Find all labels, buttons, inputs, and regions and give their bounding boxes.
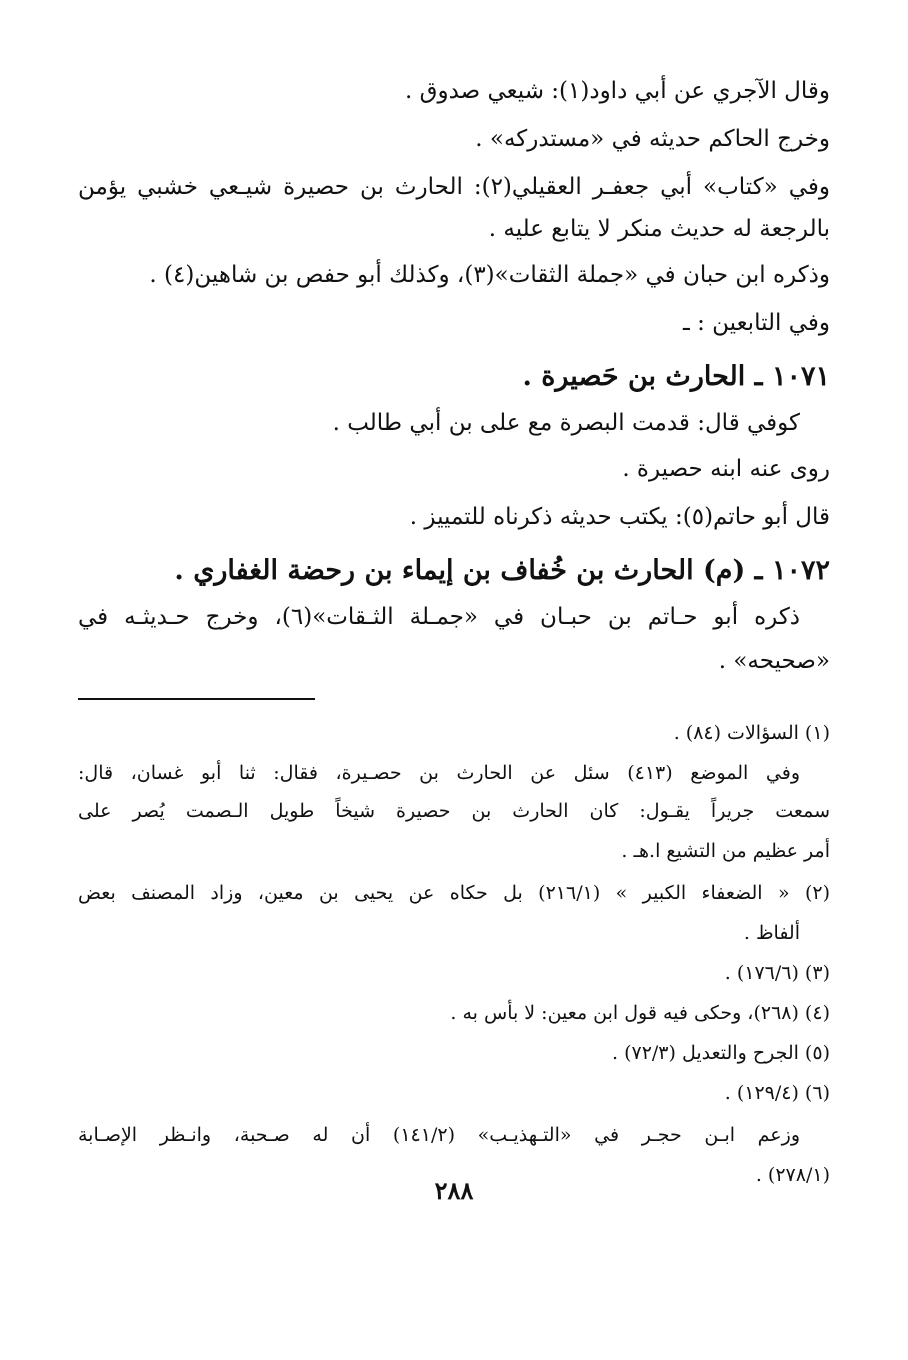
body-line: بالرجعة له حديث منكر لا يتابع عليه . (488, 216, 830, 242)
footnote: سمعت جريراً يقـول: كان الحارث بن حصيرة شيخاً طويل الـصمت يُصر على (78, 800, 830, 822)
page-number: ٢٨٨ (434, 1176, 474, 1205)
book-page (78, 62, 830, 1322)
body-line: وخرج الحاكم حديثه في «مستدركه» . (475, 126, 830, 152)
footnote: (٢٧٨/١) . (755, 1164, 830, 1186)
footnote: وفي الموضع (٤١٣) سئل عن الحارث بن حصـيرة، فقال: ثنا أبو غسان، قال: (78, 762, 800, 784)
entry-heading: ١٠٧٢ ـ (م) الحارث بن خُفاف بن إيماء بن رحضة الغفاري . (174, 555, 830, 586)
footnote-separator (78, 698, 315, 700)
footnote: (٣) (١٧٦/٦) . (724, 962, 830, 984)
footnote: ألفاظ . (743, 922, 800, 944)
body-line: وقال الآجري عن أبي داود(١): شيعي صدوق . (405, 78, 830, 104)
footnote: (٥) الجرح والتعديل (٧٢/٣) . (612, 1042, 830, 1064)
footnote: (٦) (١٢٩/٤) . (724, 1082, 830, 1104)
body-line: وفي «كتاب» أبي جعفـر العقيلي(٢): الحارث بن حصيرة شيـعي خشبي يؤمن (78, 174, 830, 200)
body-line: وفي التابعين : ـ (683, 310, 830, 336)
footnote: أمر عظيم من التشيع ا.هـ . (621, 840, 830, 862)
footnote: (٤) (٢٦٨)، وحكى فيه قول ابن معين: لا بأس به . (450, 1002, 830, 1024)
footnote: وزعم ابـن حجـر في «التـهذيـب» (١٤١/٢) أن له صـحبة، وانـظر الإصـابة (78, 1124, 800, 1146)
body-line: قال أبو حاتم(٥): يكتب حديثه ذكرناه للتمييز . (409, 504, 830, 530)
body-line: وذكره ابن حبان في «جملة الثقات»(٣)، وكذلك أبو حفص بن شاهين(٤) . (149, 262, 830, 288)
entry-heading: ١٠٧١ ـ الحارث بن حَصيرة . (522, 361, 830, 392)
footnote: (١) السؤالات (٨٤) . (673, 722, 830, 744)
body-line: كوفي قال: قدمت البصرة مع على بن أبي طالب . (332, 410, 800, 436)
body-line: روى عنه ابنه حصيرة . (622, 456, 830, 482)
body-line: ذكره أبو حـاتم بن حبـان في «جمـلة الثـقات»(٦)، وخرج حـديثـه في (78, 604, 801, 630)
footnote: (٢) « الضعفاء الكبير » (٢١٦/١) بل حكاه عن يحيى بن معين، وزاد المصنف بعض (78, 882, 830, 904)
body-line: «صحيحه» . (718, 648, 830, 674)
